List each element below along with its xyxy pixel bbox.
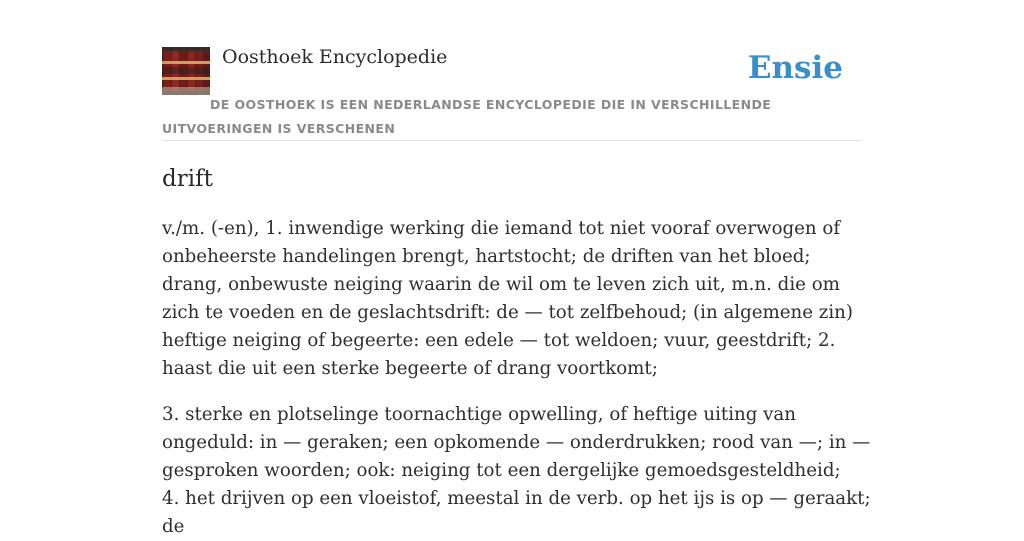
source-tagline: DE OOSTHOEK IS EEN NEDERLANDSE ENCYCLOPEDIE DIE IN VERSCHILLENDE UITVOERINGEN IS VERSCHENEN [162, 97, 772, 136]
definition-line: 3. sterke en plotselinge toornachtige opwelling, of heftige uiting van ongeduld: in — geraken; een opkomende — onderdrukken; rood van —; in — gesproken woorden; ook: neiging tot een dergelijke gemoedsgesteldheid; [162, 404, 871, 481]
brand-logo[interactable]: Ensie [747, 50, 843, 86]
site-header [162, 40, 862, 141]
definition-line: 4. het drijven op een vloeistof, meestal in de verb. op het ijs is op — geraakt; de [162, 488, 871, 537]
entry-term: drift [162, 166, 213, 192]
entry-content [162, 161, 872, 541]
encyclopedia-books-icon[interactable] [162, 47, 210, 95]
definition-paragraph: v./m. (-en), 1. inwendige werking die iemand tot niet vooraf overwogen of onbeheerste handelingen brengt, hartstocht; de driften van het bloed; drang, onbewuste neiging waarin de wil om te leven zich uit, m.n. die om zich te voeden en de geslachtsdrift: de — tot zelfbehoud; (in algemene zin) heftige neiging of begeerte: een edele — tot weldoen; vuur, geestdrift; 2. haast die uit een sterke begeerte of drang voortkomt; [162, 218, 853, 379]
source-title[interactable]: Oosthoek Encyclopedie [222, 46, 448, 68]
definition-paragraph [162, 401, 872, 541]
